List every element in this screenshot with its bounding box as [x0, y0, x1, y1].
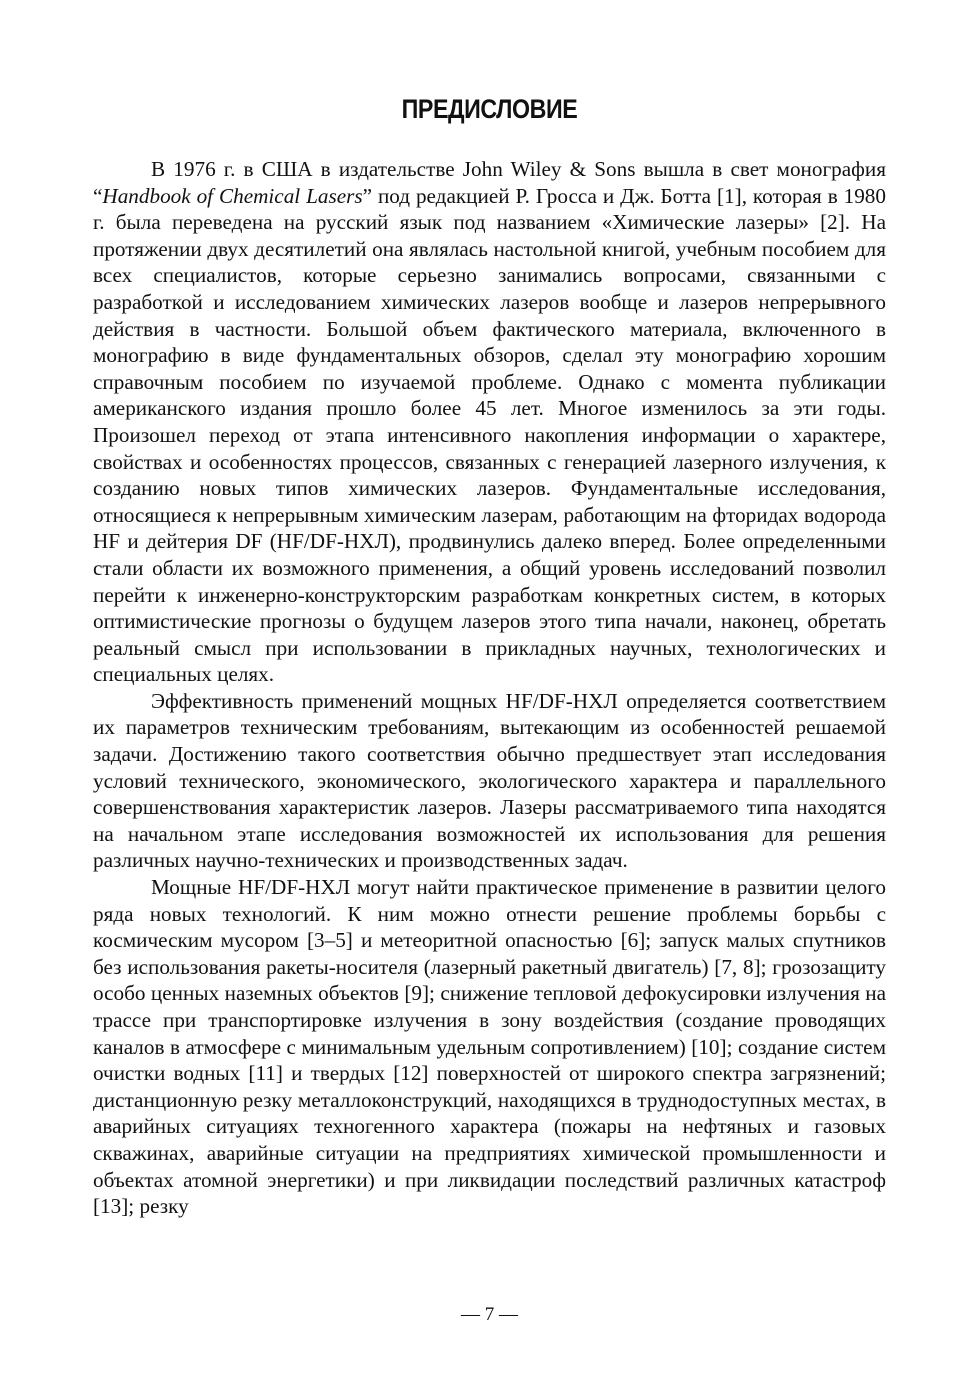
body-text: [93, 156, 886, 1220]
paragraph-1: [93, 156, 886, 688]
paragraph-2: Эффективность применений мощных HF/DF-НХЛ определяется соответствием их параметров техническим требованиям, вытекающим из особенностей решаемой задачи. Достижению такого соответствия обычно предшествует этап исследования условий технического, экономического, экологического характера и параллельного совершенствования характеристик лазеров. Лазеры рассматриваемого типа находятся на начальном этапе исследования возможностей их использования для решения различных научно-технических и производственных задач.: [93, 688, 886, 873]
document-page: [93, 0, 886, 1386]
page-number: — 7 —: [461, 1304, 518, 1325]
paragraph-1-text-start: В 1976 г. в США в издательстве John Wiley & Sons вышла в свет монография “: [93, 157, 886, 208]
paragraph-1-text-end: ” под редакцией Р. Гросса и Дж. Ботта [1], которая в 1980 г. была переведена на русский язык под названием «Химические лазеры» [2]. На протяжении двух десятилетий она являлась настольной книгой, учебным пособием для всех специалистов, которые серьезно занимались вопросами, связанными с разработкой и исследованием химических лазеров вообще и лазеров непрерывного действия в частности. Большой объем фактического материала, включенного в монографию в виде фундаментальных обзоров, сделал эту монографию хорошим справочным пособием по изучаемой проблеме. Однако с момента публикации американского издания прошло более 45 лет. Многое изменилось за эти годы. Произошел переход от этапа интенсивного накопления информации о характере, свойствах и особенностях процессов, связанных с генерацией лазерного излучения, к созданию новых типов химических лазеров. Фундаментальные исследования, относящиеся к непрерывным химическим лазерам, работающим на фторидах водорода HF и дейтерия DF (HF/DF-НХЛ), продвинулись далеко вперед. Более определенными стали области их возможного применения, а общий уровень исследований позволил перейти к инженерно-конструкторским разработкам конкретных систем, в которых оптимистические прогнозы о будущем лазеров этого типа начали, наконец, обретать реальный смысл при использовании в прикладных научных, технологических и специальных целях.: [93, 183, 886, 687]
paragraph-3: Мощные HF/DF-НХЛ могут найти практическое применение в развитии целого ряда новых технологий. К ним можно отнести решение проблемы борьбы с космическим мусором [3–5] и метеоритной опасностью [6]; запуск малых спутников без использования ракеты-носителя (лазерный ракетный двигатель) [7, 8]; грозозащиту особо ценных наземных объектов [9]; снижение тепловой дефокусировки излучения на трассе при транспортировке излучения в зону воздействия (создание проводящих каналов в атмосфере с минимальным удельным сопротивлением) [10]; создание систем очистки водных [11] и твердых [12] поверхностей от широкого спектра загрязнений; дистанционную резку металлоконструкций, находящихся в труднодоступных местах, в аварийных ситуациях техногенного характера (пожары на нефтяных и газовых скважинах, аварийные ситуации на предприятиях химической промышленности и объектах атомной энергетики) и при ликвидации последствий различных катастроф [13]; резку: [93, 875, 886, 1219]
page-title: ПРЕДИСЛОВИЕ: [401, 94, 578, 124]
book-title-italic: Handbook of Chemical Lasers: [102, 183, 363, 208]
